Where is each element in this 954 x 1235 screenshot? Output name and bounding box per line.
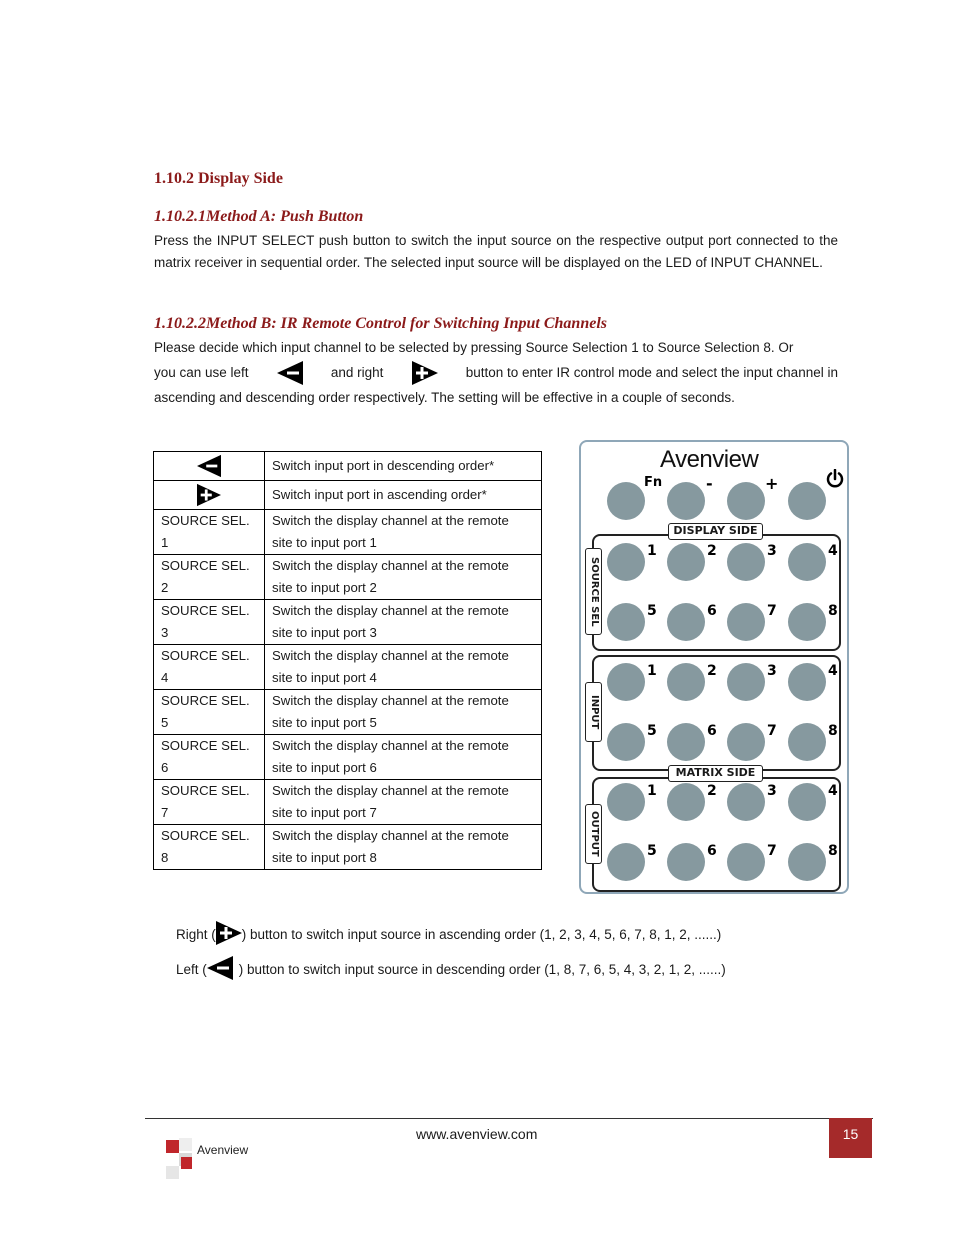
output-button-6[interactable] (667, 843, 705, 881)
remote-brand: Avenview (660, 446, 759, 473)
input-number-label: 8 (828, 723, 838, 739)
input-button-3[interactable] (727, 663, 765, 701)
table-row (154, 481, 542, 510)
input-button-5[interactable] (607, 723, 645, 761)
table-desc-cell: Switch the display channel at the remote site to input port 5 (265, 690, 542, 735)
input-button-6[interactable] (667, 723, 705, 761)
table-desc-cell: Switch the display channel at the remote site to input port 4 (265, 645, 542, 690)
source-sel-number-label: 2 (707, 543, 717, 559)
table-desc-cell: Switch the display channel at the remote site to input port 8 (265, 825, 542, 870)
right-note-text: ) button to switch input source in ascending order (1, 2, 3, 4, 5, 6, 7, 8, 1, 2, ......) (241, 927, 722, 942)
output-label: OUTPUT (585, 804, 602, 864)
input-number-label: 2 (707, 663, 717, 679)
method-a-heading: 1.10.2.1Method A: Push Button (154, 208, 364, 225)
minus-arrow-icon (277, 361, 303, 385)
table-key-cell (154, 452, 265, 481)
input-number-label: 1 (647, 663, 657, 679)
input-button-2[interactable] (667, 663, 705, 701)
input-button-1[interactable] (607, 663, 645, 701)
section-heading: 1.10.2 Display Side (154, 170, 283, 187)
source-sel-button-5[interactable] (607, 603, 645, 641)
minus-button[interactable] (667, 482, 705, 520)
left-note-prefix: Left ( (176, 962, 207, 977)
table-row (154, 735, 542, 780)
method-b-heading: 1.10.2.2Method B: IR Remote Control for Switching Input Channels (154, 315, 607, 332)
output-button-4[interactable] (788, 783, 826, 821)
method-b-text-part3: button to enter IR control mode and select the input channel in (465, 364, 838, 380)
table-key-cell: SOURCE SEL. 4 (154, 645, 265, 690)
left-note-text: ) button to switch input source in descending order (1, 8, 7, 6, 5, 4, 3, 2, 1, 2, ......) (238, 962, 726, 977)
input-label: INPUT (585, 682, 602, 742)
input-number-label: 5 (647, 723, 657, 739)
method-b-text (154, 337, 838, 408)
right-note-prefix: Right ( (176, 927, 216, 942)
table-row (154, 510, 542, 555)
matrix-side-label: MATRIX SIDE (668, 765, 763, 782)
table-desc-cell: Switch the display channel at the remote site to input port 7 (265, 780, 542, 825)
source-sel-button-6[interactable] (667, 603, 705, 641)
source-sel-number-label: 8 (828, 603, 838, 619)
table-desc-cell: Switch the display channel at the remote site to input port 6 (265, 735, 542, 780)
output-button-1[interactable] (607, 783, 645, 821)
input-button-8[interactable] (788, 723, 826, 761)
footer-logo (163, 1138, 263, 1180)
table-row (154, 690, 542, 735)
output-number-label: 5 (647, 843, 657, 859)
ir-remote-illustration (579, 440, 849, 894)
footer-website: www.avenview.com (416, 1126, 538, 1142)
display-side-label: DISPLAY SIDE (668, 523, 763, 540)
output-button-7[interactable] (727, 843, 765, 881)
minus-arrow-icon (197, 454, 221, 478)
source-sel-button-4[interactable] (788, 543, 826, 581)
source-sel-number-label: 1 (647, 543, 657, 559)
method-b-line1: Please decide which input channel to be selected by pressing Source Selection 1 to Source Selection 8. Or (154, 340, 794, 355)
source-sel-button-7[interactable] (727, 603, 765, 641)
table-key-cell: SOURCE SEL. 8 (154, 825, 265, 870)
table-key-cell: SOURCE SEL. 3 (154, 600, 265, 645)
table-row (154, 645, 542, 690)
table-desc-cell: Switch the display channel at the remote site to input port 3 (265, 600, 542, 645)
source-sel-button-8[interactable] (788, 603, 826, 641)
output-number-label: 8 (828, 843, 838, 859)
table-desc-cell: Switch the display channel at the remote site to input port 1 (265, 510, 542, 555)
fn-button[interactable] (607, 482, 645, 520)
input-number-label: 7 (767, 723, 777, 739)
power-icon (825, 469, 845, 489)
output-number-label: 6 (707, 843, 717, 859)
method-a-text: Press the INPUT SELECT push button to switch the input source on the respective output port connected to the matrix receiver in sequential order. The selected input source will be displayed on the LED of INPUT CHANNEL. (154, 233, 838, 270)
minus-arrow-icon (207, 956, 233, 980)
plus-button[interactable] (727, 482, 765, 520)
input-number-label: 4 (828, 663, 838, 679)
source-sel-number-label: 7 (767, 603, 777, 619)
source-sel-number-label: 5 (647, 603, 657, 619)
source-sel-label: SOURCE SEL (585, 548, 602, 635)
right-button-note (176, 921, 721, 945)
input-number-label: 3 (767, 663, 777, 679)
plus-arrow-icon (412, 361, 438, 385)
fn-label: Fn (644, 475, 663, 490)
plus-arrow-icon (216, 921, 242, 945)
method-b-text-part2: and right (330, 364, 384, 380)
input-number-label: 6 (707, 723, 717, 739)
table-desc-cell: Switch input port in ascending order* (265, 481, 542, 510)
output-number-label: 1 (647, 783, 657, 799)
source-sel-button-1[interactable] (607, 543, 645, 581)
output-button-5[interactable] (607, 843, 645, 881)
table-key-cell (154, 481, 265, 510)
table-key-cell: SOURCE SEL. 7 (154, 780, 265, 825)
source-sel-button-3[interactable] (727, 543, 765, 581)
table-key-cell: SOURCE SEL. 2 (154, 555, 265, 600)
method-b-text-part1: you can use left (154, 364, 249, 380)
source-sel-number-label: 3 (767, 543, 777, 559)
method-b-line3: ascending and descending order respectively. The setting will be effective in a couple of seconds. (154, 389, 735, 405)
output-number-label: 4 (828, 783, 838, 799)
table-desc-cell: Switch input port in descending order* (265, 452, 542, 481)
output-button-3[interactable] (727, 783, 765, 821)
input-button-4[interactable] (788, 663, 826, 701)
page-number: 15 (829, 1118, 872, 1158)
source-sel-number-label: 6 (707, 603, 717, 619)
table-row (154, 825, 542, 870)
minus-label: - (706, 474, 713, 493)
plus-arrow-icon (197, 483, 221, 507)
output-number-label: 3 (767, 783, 777, 799)
table-row (154, 780, 542, 825)
output-button-2[interactable] (667, 783, 705, 821)
table-desc-cell: Switch the display channel at the remote site to input port 2 (265, 555, 542, 600)
table-key-cell: SOURCE SEL. 6 (154, 735, 265, 780)
table-key-cell: SOURCE SEL. 5 (154, 690, 265, 735)
left-button-note (176, 956, 726, 980)
source-sel-number-label: 4 (828, 543, 838, 559)
table-key-cell: SOURCE SEL. 1 (154, 510, 265, 555)
footer-divider (145, 1118, 873, 1119)
input-button-7[interactable] (727, 723, 765, 761)
output-number-label: 2 (707, 783, 717, 799)
method-b-line2 (154, 359, 838, 387)
source-sel-button-2[interactable] (667, 543, 705, 581)
table-row (154, 452, 542, 481)
plus-label: + (765, 474, 779, 493)
function-table (153, 451, 542, 870)
output-number-label: 7 (767, 843, 777, 859)
output-button-8[interactable] (788, 843, 826, 881)
table-row (154, 600, 542, 645)
table-row (154, 555, 542, 600)
power-button[interactable] (788, 482, 826, 520)
footer-logo-text: Avenview (197, 1143, 249, 1157)
